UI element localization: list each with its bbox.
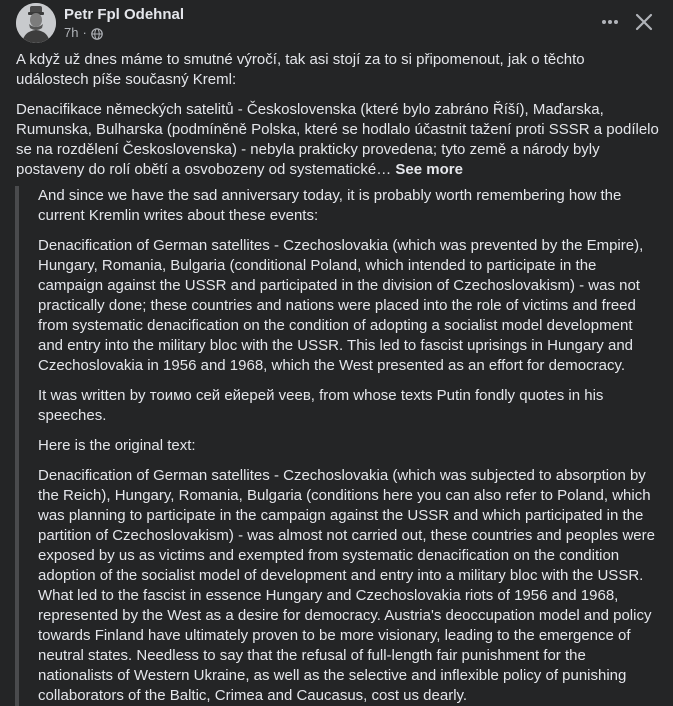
avatar[interactable]: [16, 3, 56, 43]
post-paragraph-2: [16, 100, 660, 180]
meta-separator: ·: [82, 25, 87, 40]
translation-paragraph-2: Denacification of German satellites - Czechoslovakia (which was prevented by the Empire), Hungary, Romania, Bulgaria (conditional Poland, which intended to participate in the campaign against the USSR and participated in the division of Czechoslovakism) - was not practically done; these countries and nations were placed into the role of victims and freed from systematic denacification on the condition of adopting a socialist model development and entry into the military bloc with the USSR. This led to fascist uprisings in Hungary and Czechoslovakia in 1956 and 1968, which the West presented as an effort for democracy.: [38, 237, 644, 374]
more-options-button[interactable]: [595, 7, 625, 37]
post-meta: [64, 24, 184, 41]
see-more-link[interactable]: See more: [395, 161, 463, 178]
post-time[interactable]: 7h: [64, 25, 79, 40]
post-header: [16, 3, 184, 43]
translation-quote: [15, 186, 659, 706]
translation-paragraph-5: Denacification of German satellites - Czechoslovakia (which was subjected to absorption by the Reich), Hungary, Romania, Bulgaria (conditions here you can also refer to Poland, which was planning to participate in the campaign against the USSR and which participated in the partition of Czechoslovakism) - was almost not carried out, these countries and peoples were exposed by us as victims and exempted from systematic denacification on the condition adoption of the socialist model of development and entry into a military bloc with the USSR. What led to the fascist in essence Hungary and Czechoslovakia riots of 1956 and 1968, represented by the West as a desire for democracy. Austria's deoccupation model and policy towards Finland have ultimately proven to be more visionary, leading to the emergence of neutral states. Needless to say that the refusal of full-length fair punishment for the nationalists of Western Ukraine, as well as the selective and inflexible policy of punishing collaborators of the Baltic, Crimea and Caucasus, cost us dearly.: [38, 467, 655, 704]
close-icon: [634, 12, 654, 32]
translation-paragraph-3: It was written by тоимо сей ейерей veeв, from whose texts Putin fondly quotes in his speeches.: [38, 387, 604, 424]
post-actions: [595, 7, 659, 37]
ellipsis-icon: [600, 12, 620, 32]
globe-icon[interactable]: [91, 27, 103, 39]
post-body: [16, 50, 660, 190]
post-paragraph-2-text: Denacifikace německých satelitů - Československa (které bylo zabráno Říší), Maďarska, Rumunska, Bulharska (podmíněně Polska, které se hodlalo účastnit tažení proti SSSR a podílelo se na rozdělení Československa) - nebyla prakticky provedena; tyto země a národy byly postaveny do rolí obětí a osvobozeny od systematické…: [16, 101, 659, 178]
avatar-portrait-icon: [16, 3, 56, 43]
post-paragraph-1: A když už dnes máme to smutné výročí, tak asi stojí za to si připomenout, jak o těchto událostech píše současný Kreml:: [16, 51, 585, 88]
author-name[interactable]: Petr Fpl Odehnal: [64, 6, 185, 23]
translation-paragraph-1: And since we have the sad anniversary today, it is probably worth remembering how the current Kremlin writes about these events:: [38, 187, 622, 224]
close-button[interactable]: [629, 7, 659, 37]
author-block: [64, 5, 184, 41]
translation-paragraph-4: Here is the original text:: [38, 437, 196, 454]
